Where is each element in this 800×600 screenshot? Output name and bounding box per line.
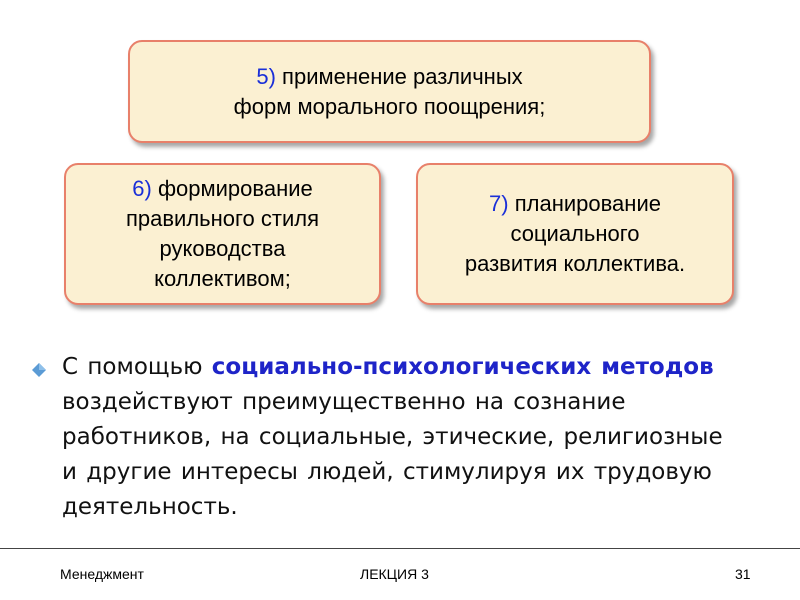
item-6-line-2: правильного стиля bbox=[125, 206, 320, 231]
item-5-line-1 bbox=[256, 62, 522, 92]
footer-course-title: Менеджмент bbox=[60, 566, 144, 582]
bullet-prefix: С помощью bbox=[62, 354, 203, 380]
diamond-bullet-icon bbox=[32, 363, 46, 377]
item-6-box bbox=[64, 163, 381, 305]
footer-lecture: ЛЕКЦИЯ 3 bbox=[360, 566, 429, 582]
item-5-line-2: форм морального поощрения; bbox=[233, 93, 546, 119]
item-7-number: 7) bbox=[489, 191, 509, 216]
bullet-line-5: деятельность. bbox=[62, 494, 238, 520]
item-6-line-1 bbox=[132, 174, 313, 204]
item-6-text-1: формирование bbox=[157, 176, 313, 201]
bullet-paragraph bbox=[30, 350, 770, 525]
footer-divider bbox=[0, 548, 800, 549]
bullet-line-4: и другие интересы людей, стимулируя их трудовую bbox=[62, 459, 712, 485]
item-5-number: 5) bbox=[256, 63, 276, 89]
item-6-line-3: руководства bbox=[159, 236, 286, 261]
item-7-line-3: развития коллектива. bbox=[464, 251, 686, 276]
bullet-emphasis: социально-психологических методов bbox=[211, 354, 714, 380]
item-5-text-1: применение различных bbox=[282, 63, 523, 89]
bullet-line-2: воздействуют преимущественно на сознание bbox=[62, 389, 626, 415]
item-7-text-1: планирование bbox=[514, 191, 661, 216]
item-7-line-1 bbox=[489, 189, 661, 219]
footer-page-number: 31 bbox=[735, 566, 751, 582]
item-6-line-4: коллективом; bbox=[154, 266, 291, 291]
item-7-line-2: социального bbox=[510, 221, 640, 246]
bullet-line-1 bbox=[62, 350, 770, 385]
bullet-text bbox=[62, 350, 770, 525]
bullet-line-3: работников, на социальные, этические, религиозные bbox=[62, 424, 723, 450]
item-7-box bbox=[416, 163, 734, 305]
item-5-box bbox=[128, 40, 651, 143]
item-6-number: 6) bbox=[132, 176, 152, 201]
